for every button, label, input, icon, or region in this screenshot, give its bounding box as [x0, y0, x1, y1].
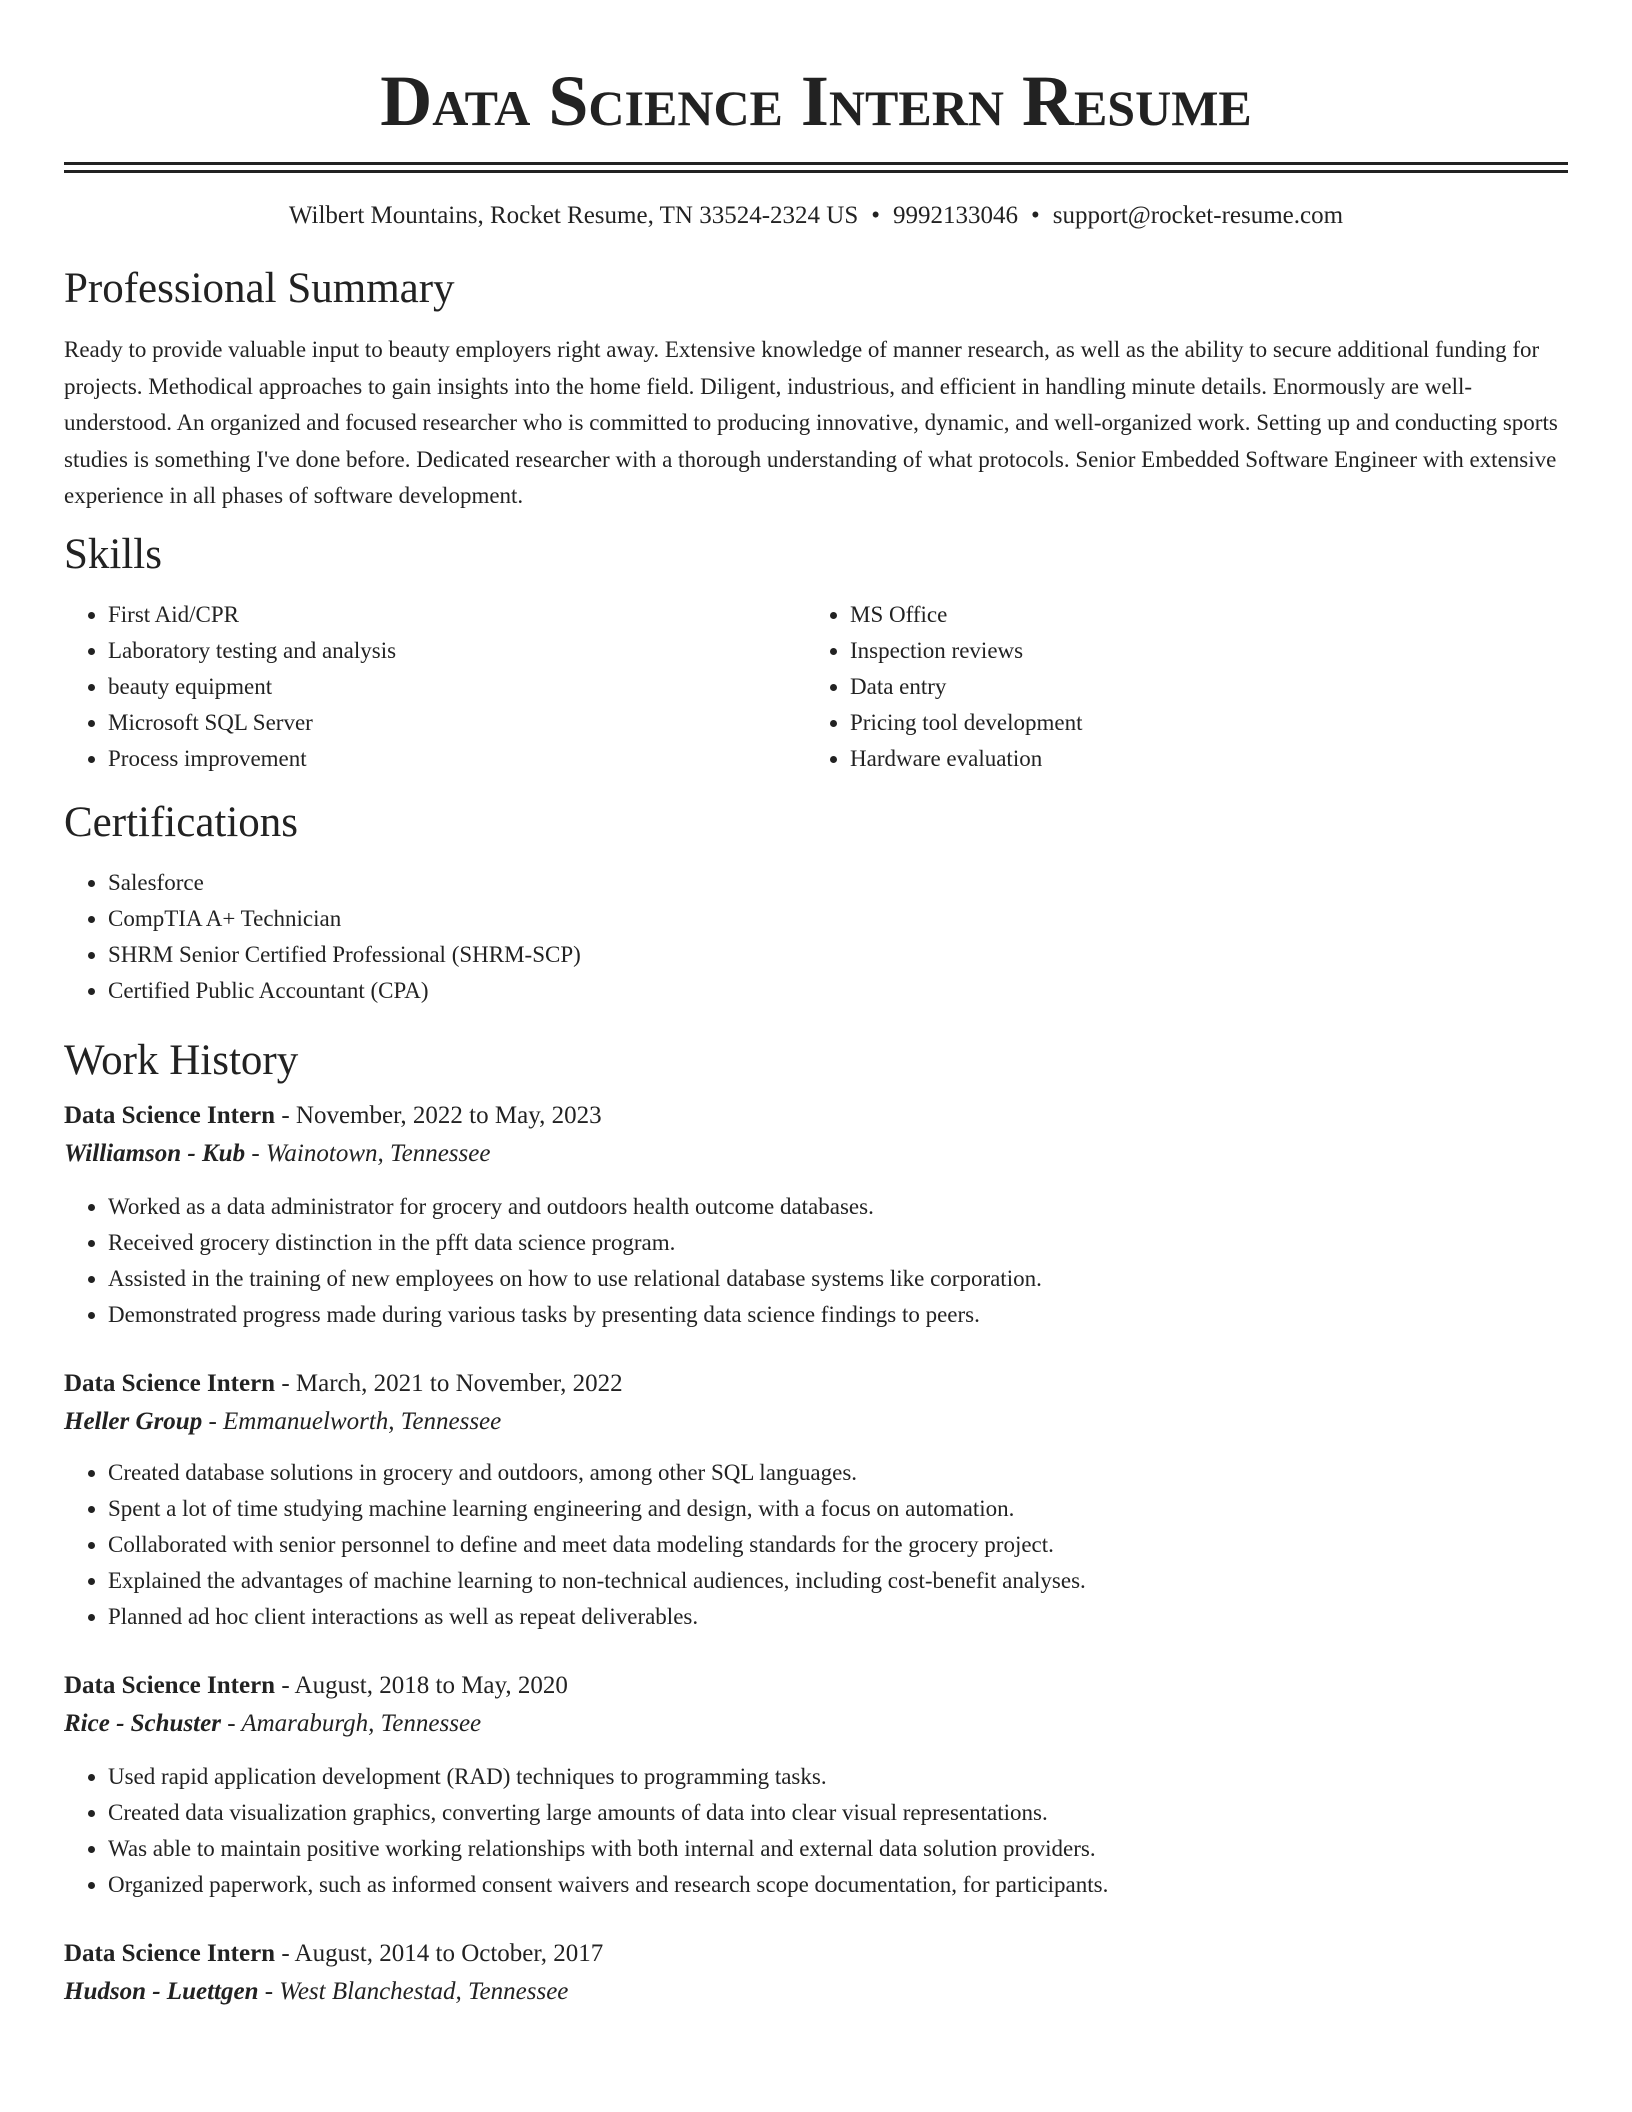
job-location: - Emmanuelworth, Tennessee — [202, 1407, 502, 1435]
contact-address: Wilbert Mountains, Rocket Resume, TN 33524-2324 US — [288, 202, 859, 229]
job-title-line — [64, 1097, 1568, 1135]
job-employer: Rice - Schuster — [64, 1709, 221, 1737]
skill-item: • Microsoft SQL Server — [108, 705, 806, 741]
job-duty-item: • Created database solutions in grocery and outdoors, among other SQL languages. — [108, 1455, 1568, 1491]
job-location: - West Blanchestad, Tennessee — [258, 1977, 569, 2005]
job-dates: - August, 2018 to May, 2020 — [275, 1671, 568, 1699]
job-duty-item: • Worked as a data administrator for grocery and outdoors health outcome databases. — [108, 1189, 1568, 1225]
job-location: - Wainotown, Tennessee — [245, 1139, 491, 1167]
contact-email[interactable]: support@rocket-resume.com — [1052, 202, 1344, 229]
job-duty-item: • Collaborated with senior personnel to define and meet data modeling standards for the grocery project. — [108, 1527, 1568, 1563]
certification-item: • SHRM Senior Certified Professional (SHRM-SCP) — [108, 937, 1568, 973]
skill-item: • Inspection reviews — [850, 633, 1548, 669]
job-title: Data Science Intern — [64, 1939, 276, 1967]
skill-item: • Laboratory testing and analysis — [108, 633, 806, 669]
job-title: Data Science Intern — [64, 1671, 276, 1699]
skill-item: • Data entry — [850, 669, 1548, 705]
skill-item: • beauty equipment — [108, 669, 806, 705]
job-employer-line — [64, 1973, 1568, 2011]
skills-heading: Skills — [64, 530, 162, 578]
resume-page — [64, 0, 1568, 2011]
job-dates: - March, 2021 to November, 2022 — [275, 1369, 623, 1397]
job-employer: Heller Group — [64, 1407, 203, 1435]
job-employer: Hudson - Luettgen — [64, 1977, 259, 2005]
work-history-heading: Work History — [64, 1036, 299, 1084]
job-entry — [64, 1097, 1568, 1333]
job-employer: Williamson - Kub — [64, 1139, 246, 1167]
job-title: Data Science Intern — [64, 1369, 276, 1397]
certification-item: • Salesforce — [108, 865, 1568, 901]
skills-column-right — [806, 597, 1548, 777]
certification-item: • Certified Public Accountant (CPA) — [108, 973, 1568, 1009]
skill-item: • Pricing tool development — [850, 705, 1548, 741]
job-entry — [64, 1667, 1568, 1903]
job-employer-line — [64, 1403, 1568, 1441]
certification-item: • CompTIA A+ Technician — [108, 901, 1568, 937]
resume-title: Data Science Intern Resume — [380, 61, 1252, 141]
contact-separator: • — [1031, 202, 1040, 229]
job-duty-item: • Was able to maintain positive working relationships with both internal and external data solution providers. — [108, 1831, 1568, 1867]
certifications-heading: Certifications — [64, 798, 299, 846]
job-duty-item: • Explained the advantages of machine learning to non-technical audiences, including cost-benefit analyses. — [108, 1563, 1568, 1599]
job-duties-list — [64, 1759, 1568, 1903]
job-duty-item: • Demonstrated progress made during various tasks by presenting data science findings to peers. — [108, 1297, 1568, 1333]
job-dates: - August, 2014 to October, 2017 — [275, 1939, 604, 1967]
skill-item: • Hardware evaluation — [850, 741, 1548, 777]
skill-item: • MS Office — [850, 597, 1548, 633]
skill-item: • Process improvement — [108, 741, 806, 777]
job-title-line — [64, 1365, 1568, 1403]
skills-list — [64, 597, 1568, 777]
job-title-line — [64, 1667, 1568, 1705]
job-title: Data Science Intern — [64, 1101, 276, 1129]
summary-text: Ready to provide valuable input to beauty employers right away. Extensive knowledge of manner research, as well as the ability to secure additional funding for projects. Methodical approaches to gain insights into the home field. Diligent, industrious, and efficient in handling minute details. Enormously are well-understood. An organized and focused researcher who is committed to producing innovative, dynamic, and well-organized work. Setting up and conducting sports studies is something I've done before. Dedicated researcher with a thorough understanding of what protocols. Senior Embedded Software Engineer with extensive experience in all phases of software development. — [64, 337, 1558, 508]
contact-separator: • — [871, 202, 880, 229]
contact-phone: 9992133046 — [893, 202, 1018, 229]
certifications-list — [64, 865, 1568, 1009]
title-divider-top — [64, 162, 1568, 165]
job-duty-item: • Planned ad hoc client interactions as well as repeat deliverables. — [108, 1599, 1568, 1635]
job-duties-list — [64, 1455, 1568, 1635]
job-duties-list — [64, 1189, 1568, 1333]
job-dates: - November, 2022 to May, 2023 — [275, 1101, 602, 1129]
contact-line — [64, 199, 1568, 233]
skill-item: • First Aid/CPR — [108, 597, 806, 633]
summary-heading: Professional Summary — [64, 265, 455, 312]
job-entry — [64, 1365, 1568, 1635]
job-duty-item: • Received grocery distinction in the pfft data science program. — [108, 1225, 1568, 1261]
skills-column-left — [64, 597, 806, 777]
job-entry — [64, 1935, 1568, 2011]
job-title-line — [64, 1935, 1568, 1973]
job-employer-line — [64, 1705, 1568, 1743]
job-duty-item: • Created data visualization graphics, converting large amounts of data into clear visual representations. — [108, 1795, 1568, 1831]
job-duty-item: • Used rapid application development (RAD) techniques to programming tasks. — [108, 1759, 1568, 1795]
job-employer-line — [64, 1135, 1568, 1173]
job-duty-item: • Organized paperwork, such as informed consent waivers and research scope documentation, for participants. — [108, 1867, 1568, 1903]
job-duty-item: • Assisted in the training of new employees on how to use relational database systems like corporation. — [108, 1261, 1568, 1297]
job-duty-item: • Spent a lot of time studying machine learning engineering and design, with a focus on automation. — [108, 1491, 1568, 1527]
title-divider-bottom — [64, 170, 1568, 173]
job-location: - Amaraburgh, Tennessee — [220, 1709, 482, 1737]
